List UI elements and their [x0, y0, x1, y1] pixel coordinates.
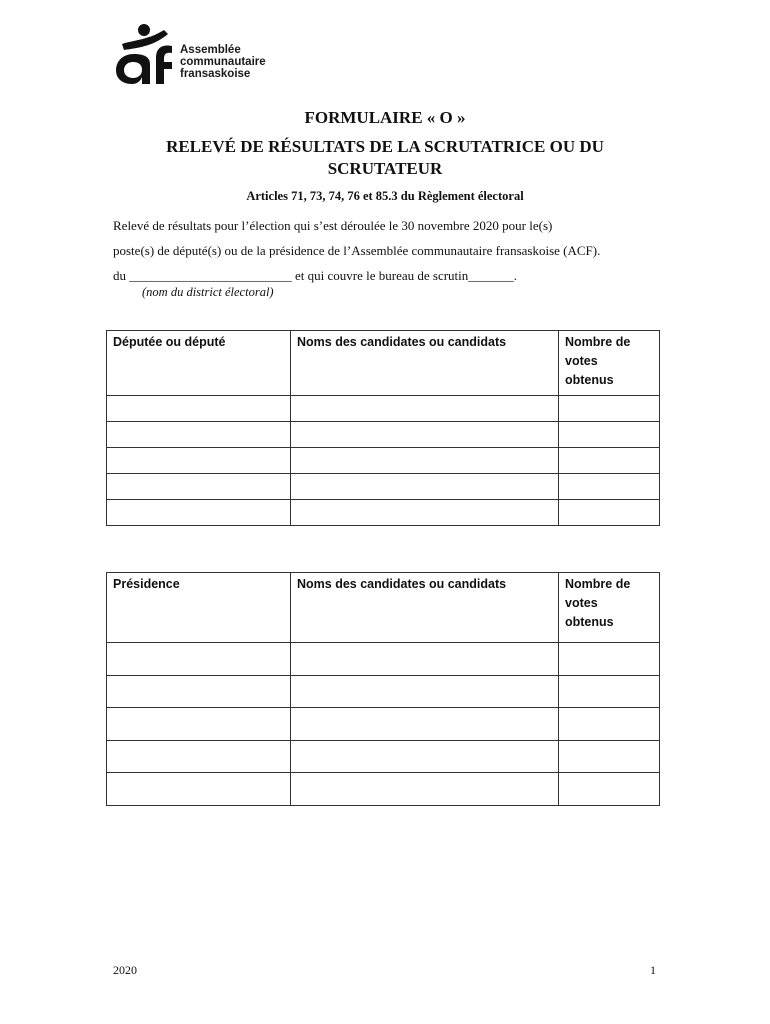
district-note: (nom du district électoral): [142, 285, 274, 299]
table-row: [107, 773, 660, 806]
presidence-cell[interactable]: [107, 773, 291, 806]
table-row: [107, 675, 660, 708]
acf-logo-icon: [114, 22, 176, 88]
presidence-cell[interactable]: [107, 675, 291, 708]
candidate-cell[interactable]: [291, 422, 559, 448]
articles-reference: Articles 71, 73, 74, 76 et 85.3 du Règlement électoral: [246, 189, 524, 203]
col-header-votes: [559, 573, 660, 643]
votes-cell[interactable]: [559, 643, 660, 676]
table-row: [107, 422, 660, 448]
votes-cell[interactable]: [559, 773, 660, 806]
presidence-cell[interactable]: [107, 740, 291, 773]
col-header-votes-line1: Nombre de: [565, 577, 631, 591]
candidate-cell[interactable]: [291, 643, 559, 676]
col-header-presidence: Présidence: [107, 573, 291, 643]
logo-line1: Assemblée: [180, 44, 241, 56]
col-header-votes-line3: obtenus: [565, 615, 614, 629]
depute-cell[interactable]: [107, 474, 291, 500]
col-header-votes-line3: obtenus: [565, 373, 614, 387]
form-title: FORMULAIRE « O »: [304, 108, 466, 127]
candidate-cell[interactable]: [291, 396, 559, 422]
presidence-results-table: [106, 572, 660, 806]
logo-line3: fransaskoise: [180, 68, 251, 80]
candidate-cell[interactable]: [291, 708, 559, 741]
intro-line2: poste(s) de député(s) ou de la présidence de l’Assemblée communautaire fransaskoise (ACF).: [113, 243, 601, 258]
district-poll-line: du _________________________ et qui couvre le bureau de scrutin_______.: [113, 268, 518, 283]
table-row: [107, 740, 660, 773]
votes-cell[interactable]: [559, 474, 660, 500]
depute-cell[interactable]: [107, 396, 291, 422]
page-number: 1: [650, 963, 656, 977]
votes-cell[interactable]: [559, 708, 660, 741]
acf-logo: [114, 22, 294, 90]
depute-cell[interactable]: [107, 500, 291, 526]
deputes-results-table: [106, 330, 660, 526]
col-header-votes-line2: votes: [565, 354, 598, 368]
candidate-cell[interactable]: [291, 740, 559, 773]
table-header-row: [107, 331, 660, 396]
candidate-cell[interactable]: [291, 675, 559, 708]
intro-line1: Relevé de résultats pour l’élection qui s’est déroulée le 30 novembre 2020 pour le(s): [113, 218, 553, 233]
col-header-votes: [559, 331, 660, 396]
table-row: [107, 474, 660, 500]
votes-cell[interactable]: [559, 740, 660, 773]
table-row: [107, 448, 660, 474]
candidate-cell[interactable]: [291, 448, 559, 474]
votes-cell[interactable]: [559, 396, 660, 422]
form-subtitle-line1: RELEVÉ DE RÉSULTATS DE LA SCRUTATRICE OU DU: [166, 137, 604, 156]
table-header-row: [107, 573, 660, 643]
col-header-depute: Députée ou député: [107, 331, 291, 396]
col-header-votes-line2: votes: [565, 596, 598, 610]
votes-cell[interactable]: [559, 675, 660, 708]
col-header-votes-line1: Nombre de: [565, 335, 631, 349]
logo-line2: communautaire: [180, 56, 266, 68]
depute-cell[interactable]: [107, 422, 291, 448]
table-row: [107, 708, 660, 741]
form-subtitle-line2: SCRUTATEUR: [327, 159, 443, 178]
footer-year: 2020: [113, 963, 137, 977]
table-row: [107, 500, 660, 526]
presidence-cell[interactable]: [107, 708, 291, 741]
presidence-cell[interactable]: [107, 643, 291, 676]
table-row: [107, 643, 660, 676]
votes-cell[interactable]: [559, 422, 660, 448]
col-header-candidates: Noms des candidates ou candidats: [291, 573, 559, 643]
votes-cell[interactable]: [559, 500, 660, 526]
depute-cell[interactable]: [107, 448, 291, 474]
votes-cell[interactable]: [559, 448, 660, 474]
candidate-cell[interactable]: [291, 773, 559, 806]
col-header-candidates: Noms des candidates ou candidats: [291, 331, 559, 396]
logo-wordmark: [180, 44, 266, 80]
table-row: [107, 396, 660, 422]
candidate-cell[interactable]: [291, 474, 559, 500]
candidate-cell[interactable]: [291, 500, 559, 526]
